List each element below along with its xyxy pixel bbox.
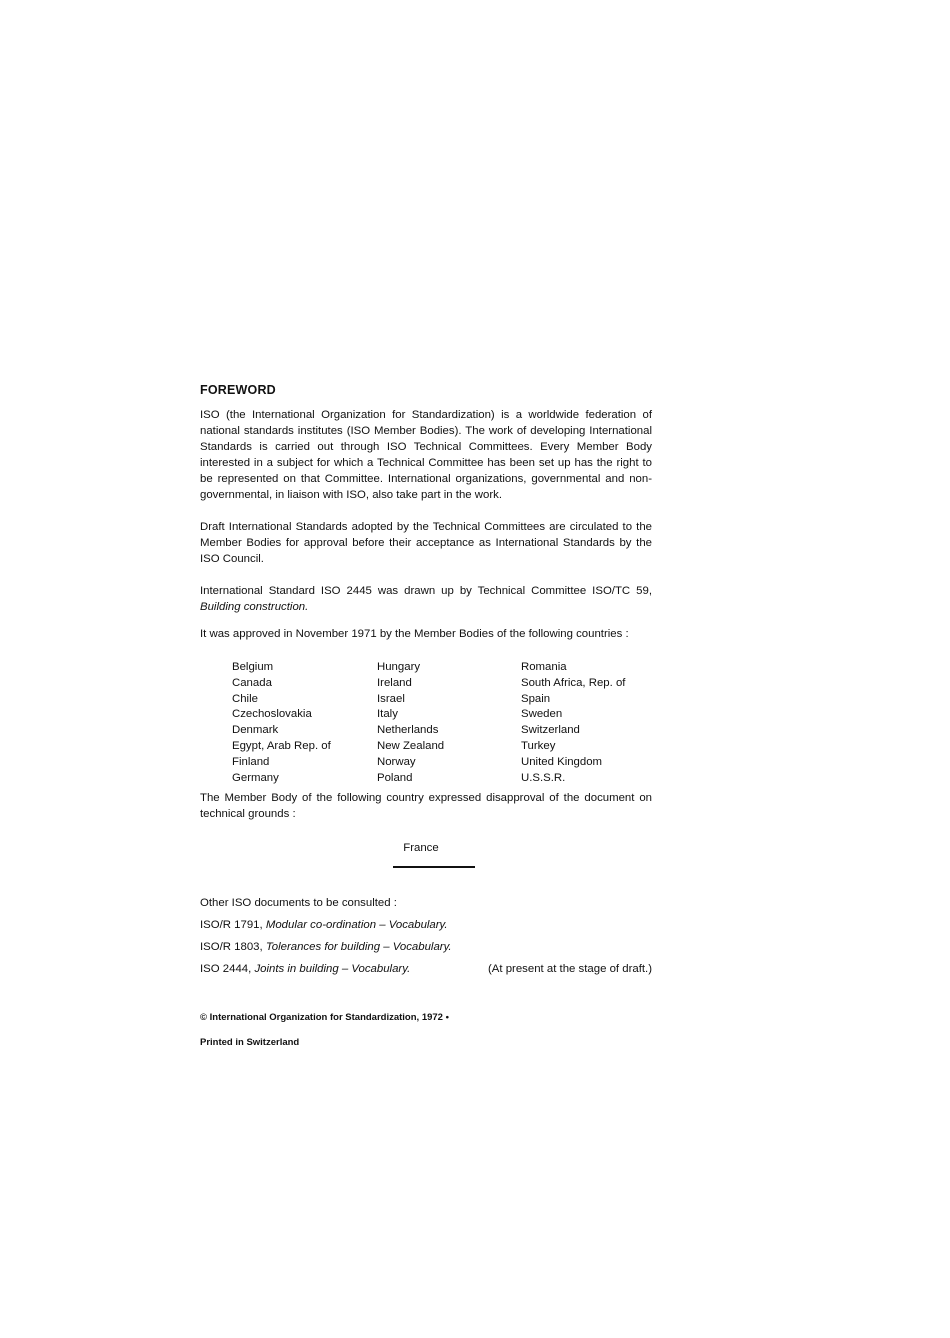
country-item: South Africa, Rep. of <box>521 676 626 689</box>
country-item: Switzerland <box>521 724 580 737</box>
country-item: Ireland <box>377 676 412 689</box>
foreword-paragraph-iso: ISO (the International Organization for Standardization) is a worldwide federation of national standards institutes (ISO Member Bodies). The work of developing International Standards is carried out through ISO Technical Committees. Every Member Body interested in a subject for which a Technical Committee has been set up has the right to be represented on that Committee. International organizations, governmental and non-governmental, in liaison with ISO, also take part in the work. <box>200 409 652 501</box>
country-item: United Kingdom <box>521 755 603 768</box>
foreword-heading: FOREWORD <box>200 383 276 397</box>
country-item: U.S.S.R. <box>521 771 566 784</box>
reference-1803 <box>200 936 652 958</box>
foreword-paragraph-drafts: Draft International Standards adopted by the Technical Committees are circulated to the Member Bodies for approval before their acceptance as International Standards by the ISO Council. <box>200 521 652 565</box>
copyright-notice: © International Organization for Standardization, 1972 • <box>200 1012 449 1023</box>
country-item: Canada <box>232 676 272 689</box>
country-item: Sweden <box>521 708 563 721</box>
country-item: Norway <box>377 755 416 768</box>
country-item: Finland <box>232 755 270 768</box>
reference-title: Tolerances for building – Vocabulary. <box>265 941 452 953</box>
other-documents-intro: Other ISO documents to be consulted : <box>200 897 397 909</box>
country-item: New Zealand <box>377 739 445 752</box>
foreword-paragraph-approval: It was approved in November 1971 by the Member Bodies of the following countries : <box>200 628 629 640</box>
countries-column-1 <box>232 660 331 786</box>
committee-title: Building construction. <box>200 601 309 613</box>
reference-title: Modular co-ordination – Vocabulary. <box>265 919 448 931</box>
country-item: Turkey <box>521 739 556 752</box>
country-item: Chile <box>232 692 258 705</box>
reference-code: ISO 2444, <box>200 963 255 975</box>
country-item: Belgium <box>232 661 274 673</box>
country-item: Denmark <box>232 724 279 737</box>
reference-code: ISO/R 1803, <box>200 941 266 953</box>
reference-2444 <box>200 958 652 980</box>
reference-code: ISO/R 1791, <box>200 919 266 931</box>
country-item: Italy <box>377 708 398 721</box>
country-item: Poland <box>377 771 413 784</box>
foreword-page <box>200 383 652 1048</box>
printed-location: Printed in Switzerland <box>200 1037 300 1048</box>
country-item: Egypt, Arab Rep. of <box>232 739 331 752</box>
country-item: Czechoslovakia <box>232 708 312 721</box>
country-item: Israel <box>377 692 405 705</box>
disapproving-country: France <box>403 842 439 854</box>
reference-note: (At present at the stage of draft.) <box>488 963 652 975</box>
country-item: Netherlands <box>377 724 439 737</box>
foreword-paragraph-committee <box>200 583 652 615</box>
other-documents <box>200 892 652 980</box>
country-item: Spain <box>521 692 551 705</box>
approving-countries-list <box>232 660 652 790</box>
reference-title: Joints in building – Vocabulary. <box>254 963 411 975</box>
country-item: Hungary <box>377 661 421 673</box>
disapproval-paragraph: The Member Body of the following country expressed disapproval of the document on technical grounds : <box>200 792 652 820</box>
countries-column-3 <box>521 660 625 786</box>
reference-1791 <box>200 914 652 936</box>
country-item: Romania <box>521 661 567 673</box>
section-divider <box>393 866 475 868</box>
committee-text: International Standard ISO 2445 was drawn up by Technical Committee ISO/TC 59, <box>200 585 652 597</box>
countries-column-2 <box>377 660 444 786</box>
country-item: Germany <box>232 771 279 784</box>
